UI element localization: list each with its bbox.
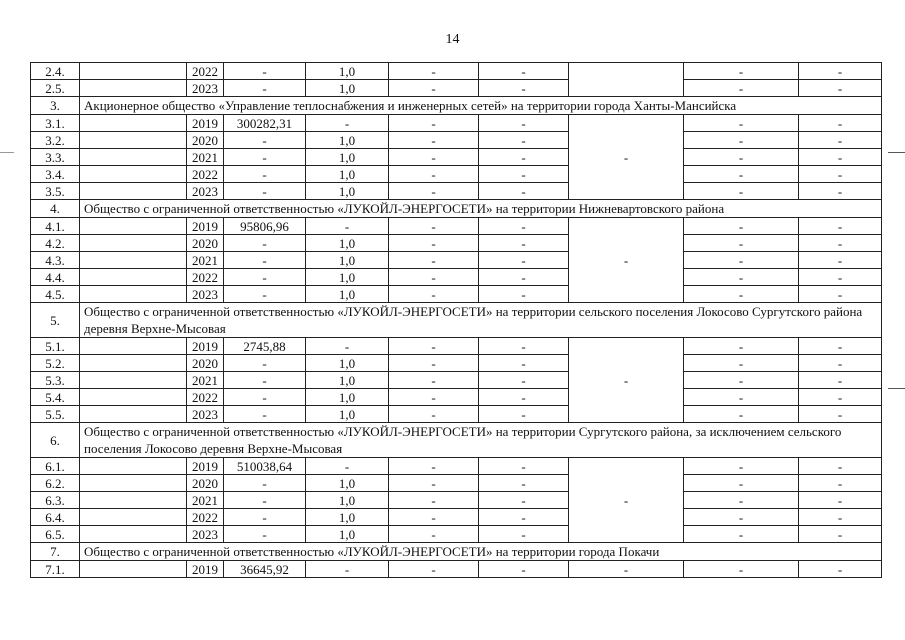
value-cell-c6: - [684,389,799,406]
table-row [31,132,882,149]
value-cell-c4: - [479,475,569,492]
table-body [31,63,882,578]
row-number: 5.1. [31,338,80,355]
empty-cell [80,269,187,286]
year-cell: 2019 [187,458,224,475]
table-row [31,561,882,578]
value-cell-c1: - [224,355,306,372]
merged-value-cell [569,63,684,97]
year-cell: 2022 [187,389,224,406]
empty-cell [80,526,187,543]
margin-mark [888,152,905,153]
value-cell-c2: 1,0 [306,132,389,149]
value-cell-c2: 1,0 [306,63,389,80]
value-cell-c6: - [684,372,799,389]
value-cell-c6: - [684,561,799,578]
section-header-row [31,200,882,218]
value-cell-c1: - [224,509,306,526]
value-cell-c7: - [799,561,882,578]
year-cell: 2021 [187,372,224,389]
value-cell-c4: - [479,372,569,389]
year-cell: 2023 [187,183,224,200]
value-cell-c1: - [224,389,306,406]
value-cell-c1: 300282,31 [224,115,306,132]
value-cell-c7: - [799,355,882,372]
value-cell-c2: 1,0 [306,80,389,97]
value-cell-c7: - [799,149,882,166]
value-cell-c1: - [224,166,306,183]
margin-mark [0,152,14,153]
value-cell-c3: - [389,389,479,406]
table-row [31,389,882,406]
value-cell-c4: - [479,235,569,252]
table-row [31,406,882,423]
empty-cell [80,252,187,269]
value-cell-c2: 1,0 [306,235,389,252]
value-cell-c4: - [479,149,569,166]
value-cell-c2: 1,0 [306,269,389,286]
value-cell-c7: - [799,218,882,235]
year-cell: 2021 [187,252,224,269]
value-cell-c3: - [389,252,479,269]
year-cell: 2021 [187,492,224,509]
row-number: 4.2. [31,235,80,252]
value-cell-c4: - [479,63,569,80]
row-number: 3.5. [31,183,80,200]
value-cell-c4: - [479,458,569,475]
table-row [31,166,882,183]
value-cell-c2: 1,0 [306,406,389,423]
value-cell-c6: - [684,235,799,252]
year-cell: 2019 [187,218,224,235]
merged-value-cell: - [569,458,684,543]
value-cell-c2: - [306,458,389,475]
row-number: 2.5. [31,80,80,97]
value-cell-c3: - [389,338,479,355]
value-cell-c3: - [389,509,479,526]
value-cell-c5: - [569,561,684,578]
value-cell-c7: - [799,338,882,355]
value-cell-c4: - [479,218,569,235]
value-cell-c1: - [224,63,306,80]
value-cell-c6: - [684,286,799,303]
table-row [31,183,882,200]
value-cell-c6: - [684,149,799,166]
value-cell-c2: - [306,115,389,132]
empty-cell [80,355,187,372]
empty-cell [80,458,187,475]
section-number: 4. [31,200,80,218]
value-cell-c4: - [479,166,569,183]
value-cell-c2: 1,0 [306,252,389,269]
section-header-row [31,423,882,458]
section-title: Акционерное общество «Управление теплоснабжения и инженерных сетей» на территории города Ханты-Мансийска [80,97,882,115]
value-cell-c1: - [224,269,306,286]
value-cell-c1: 36645,92 [224,561,306,578]
value-cell-c7: - [799,509,882,526]
value-cell-c6: - [684,526,799,543]
section-title: Общество с ограниченной ответственностью «ЛУКОЙЛ-ЭНЕРГОСЕТИ» на территории Сургутского района, за исключением сельского поселения Локосово деревня Верхне-Мысовая [80,423,882,458]
value-cell-c3: - [389,149,479,166]
empty-cell [80,492,187,509]
value-cell-c7: - [799,183,882,200]
value-cell-c7: - [799,132,882,149]
value-cell-c6: - [684,218,799,235]
value-cell-c1: 510038,64 [224,458,306,475]
value-cell-c2: - [306,561,389,578]
value-cell-c4: - [479,183,569,200]
value-cell-c3: - [389,355,479,372]
year-cell: 2022 [187,166,224,183]
row-number: 6.1. [31,458,80,475]
table-row [31,355,882,372]
row-number: 4.1. [31,218,80,235]
merged-value-cell: - [569,115,684,200]
value-cell-c1: - [224,475,306,492]
year-cell: 2023 [187,526,224,543]
value-cell-c2: 1,0 [306,183,389,200]
value-cell-c7: - [799,406,882,423]
row-number: 3.3. [31,149,80,166]
value-cell-c4: - [479,252,569,269]
value-cell-c7: - [799,475,882,492]
empty-cell [80,63,187,80]
value-cell-c6: - [684,80,799,97]
year-cell: 2020 [187,235,224,252]
section-number: 7. [31,543,80,561]
table-row [31,509,882,526]
value-cell-c3: - [389,166,479,183]
value-cell-c7: - [799,458,882,475]
value-cell-c4: - [479,406,569,423]
empty-cell [80,509,187,526]
value-cell-c6: - [684,355,799,372]
value-cell-c4: - [479,286,569,303]
value-cell-c4: - [479,115,569,132]
value-cell-c2: 1,0 [306,526,389,543]
table-row [31,475,882,492]
table-row [31,492,882,509]
value-cell-c6: - [684,166,799,183]
value-cell-c1: - [224,526,306,543]
value-cell-c2: 1,0 [306,166,389,183]
empty-cell [80,372,187,389]
value-cell-c1: - [224,80,306,97]
row-number: 5.4. [31,389,80,406]
value-cell-c3: - [389,492,479,509]
row-number: 4.5. [31,286,80,303]
row-number: 5.5. [31,406,80,423]
value-cell-c1: - [224,132,306,149]
year-cell: 2019 [187,561,224,578]
year-cell: 2019 [187,115,224,132]
row-number: 7.1. [31,561,80,578]
year-cell: 2020 [187,475,224,492]
page-number: 14 [445,32,460,47]
value-cell-c6: - [684,269,799,286]
value-cell-c7: - [799,372,882,389]
year-cell: 2023 [187,286,224,303]
value-cell-c4: - [479,269,569,286]
value-cell-c3: - [389,286,479,303]
tariff-table [30,62,882,578]
value-cell-c3: - [389,80,479,97]
empty-cell [80,389,187,406]
value-cell-c6: - [684,338,799,355]
empty-cell [80,235,187,252]
value-cell-c6: - [684,492,799,509]
empty-cell [80,149,187,166]
value-cell-c4: - [479,561,569,578]
table-row [31,286,882,303]
table-row [31,218,882,235]
year-cell: 2023 [187,406,224,423]
row-number: 5.2. [31,355,80,372]
row-number: 2.4. [31,63,80,80]
empty-cell [80,218,187,235]
value-cell-c2: 1,0 [306,509,389,526]
empty-cell [80,115,187,132]
row-number: 6.5. [31,526,80,543]
table-row [31,372,882,389]
section-header-row [31,303,882,338]
value-cell-c6: - [684,458,799,475]
value-cell-c2: 1,0 [306,286,389,303]
value-cell-c2: - [306,338,389,355]
value-cell-c4: - [479,355,569,372]
value-cell-c1: - [224,286,306,303]
value-cell-c6: - [684,183,799,200]
empty-cell [80,286,187,303]
value-cell-c7: - [799,235,882,252]
value-cell-c7: - [799,492,882,509]
value-cell-c2: 1,0 [306,492,389,509]
table-row [31,115,882,132]
empty-cell [80,561,187,578]
table-row [31,458,882,475]
empty-cell [80,183,187,200]
value-cell-c6: - [684,509,799,526]
margin-mark [888,388,905,389]
value-cell-c1: - [224,492,306,509]
value-cell-c2: 1,0 [306,149,389,166]
value-cell-c3: - [389,458,479,475]
section-header-row [31,543,882,561]
section-title: Общество с ограниченной ответственностью «ЛУКОЙЛ-ЭНЕРГОСЕТИ» на территории Нижневартовского района [80,200,882,218]
value-cell-c2: 1,0 [306,355,389,372]
value-cell-c3: - [389,183,479,200]
value-cell-c6: - [684,132,799,149]
value-cell-c6: - [684,115,799,132]
table-row [31,63,882,80]
year-cell: 2022 [187,269,224,286]
value-cell-c4: - [479,492,569,509]
row-number: 6.3. [31,492,80,509]
year-cell: 2022 [187,509,224,526]
value-cell-c7: - [799,63,882,80]
value-cell-c3: - [389,132,479,149]
year-cell: 2020 [187,132,224,149]
value-cell-c6: - [684,406,799,423]
row-number: 3.2. [31,132,80,149]
table-row [31,252,882,269]
value-cell-c4: - [479,526,569,543]
row-number: 3.1. [31,115,80,132]
value-cell-c3: - [389,218,479,235]
row-number: 5.3. [31,372,80,389]
value-cell-c1: 95806,96 [224,218,306,235]
value-cell-c1: - [224,183,306,200]
section-header-row [31,97,882,115]
table-row [31,269,882,286]
year-cell: 2022 [187,63,224,80]
value-cell-c3: - [389,63,479,80]
table-row [31,149,882,166]
row-number: 3.4. [31,166,80,183]
table-row [31,235,882,252]
value-cell-c3: - [389,235,479,252]
merged-value-cell: - [569,218,684,303]
value-cell-c3: - [389,475,479,492]
table-row [31,80,882,97]
value-cell-c3: - [389,406,479,423]
value-cell-c2: 1,0 [306,389,389,406]
value-cell-c3: - [389,269,479,286]
value-cell-c2: 1,0 [306,372,389,389]
value-cell-c6: - [684,252,799,269]
value-cell-c3: - [389,372,479,389]
value-cell-c6: - [684,63,799,80]
value-cell-c2: - [306,218,389,235]
empty-cell [80,338,187,355]
section-number: 6. [31,423,80,458]
table-row [31,338,882,355]
value-cell-c7: - [799,389,882,406]
value-cell-c4: - [479,80,569,97]
value-cell-c7: - [799,269,882,286]
value-cell-c7: - [799,286,882,303]
empty-cell [80,166,187,183]
empty-cell [80,80,187,97]
value-cell-c7: - [799,526,882,543]
empty-cell [80,475,187,492]
value-cell-c7: - [799,80,882,97]
value-cell-c7: - [799,115,882,132]
value-cell-c6: - [684,475,799,492]
year-cell: 2021 [187,149,224,166]
value-cell-c1: - [224,252,306,269]
value-cell-c3: - [389,115,479,132]
value-cell-c1: - [224,406,306,423]
year-cell: 2023 [187,80,224,97]
value-cell-c1: - [224,149,306,166]
row-number: 4.3. [31,252,80,269]
section-title: Общество с ограниченной ответственностью «ЛУКОЙЛ-ЭНЕРГОСЕТИ» на территории сельского поселения Локосово Сургутского района деревня Верхне-Мысовая [80,303,882,338]
row-number: 6.2. [31,475,80,492]
value-cell-c4: - [479,132,569,149]
empty-cell [80,132,187,149]
value-cell-c4: - [479,389,569,406]
value-cell-c4: - [479,509,569,526]
year-cell: 2019 [187,338,224,355]
empty-cell [80,406,187,423]
section-number: 5. [31,303,80,338]
value-cell-c3: - [389,561,479,578]
value-cell-c3: - [389,526,479,543]
value-cell-c1: - [224,235,306,252]
section-number: 3. [31,97,80,115]
value-cell-c7: - [799,252,882,269]
value-cell-c4: - [479,338,569,355]
value-cell-c1: 2745,88 [224,338,306,355]
table-row [31,526,882,543]
row-number: 4.4. [31,269,80,286]
value-cell-c2: 1,0 [306,475,389,492]
value-cell-c1: - [224,372,306,389]
row-number: 6.4. [31,509,80,526]
year-cell: 2020 [187,355,224,372]
section-title: Общество с ограниченной ответственностью «ЛУКОЙЛ-ЭНЕРГОСЕТИ» на территории города Покачи [80,543,882,561]
merged-value-cell: - [569,338,684,423]
value-cell-c7: - [799,166,882,183]
